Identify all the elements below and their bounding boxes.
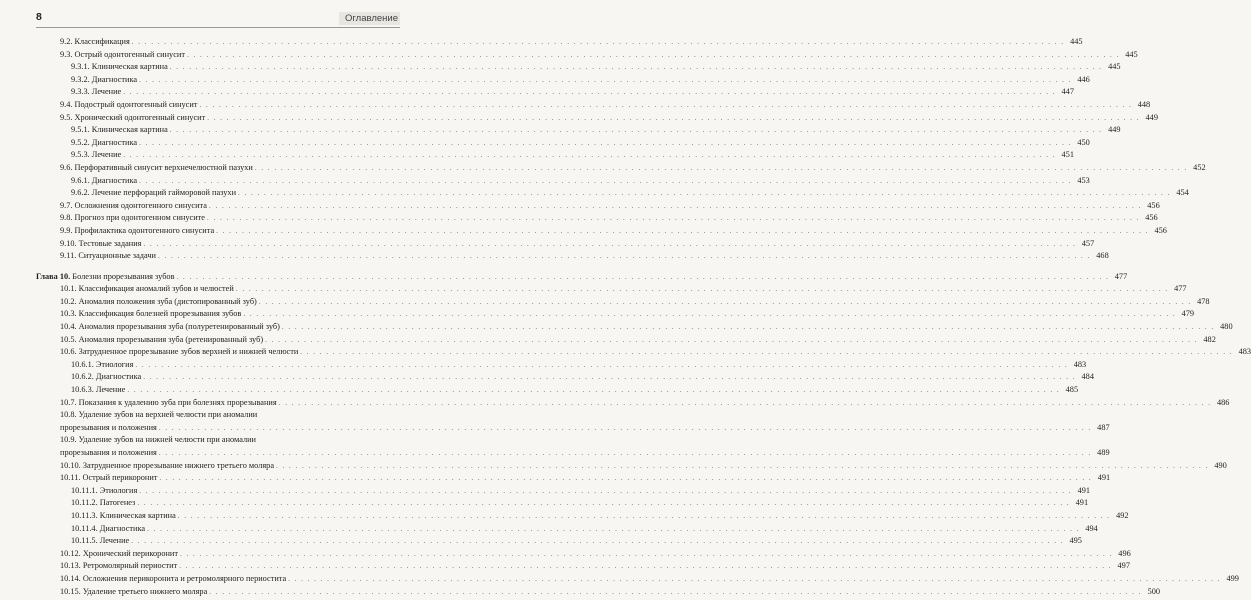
toc-leader-dots — [187, 49, 1120, 62]
toc-entry — [36, 187, 1189, 200]
toc-leader-dots — [170, 61, 1103, 74]
toc-entry — [36, 586, 1161, 599]
toc-leader-dots — [143, 238, 1076, 251]
toc-page-number: 445 — [1108, 62, 1121, 72]
toc-page-number: 478 — [1197, 296, 1210, 306]
toc-entry — [36, 573, 1239, 586]
toc-page-number: 449 — [1108, 125, 1121, 135]
toc-entry — [36, 162, 1206, 175]
toc-entry-text: 10.1. Классификация аномалий зубов и челюстей — [60, 284, 234, 294]
toc-entry-text — [36, 271, 174, 284]
toc-page-number: 485 — [1065, 385, 1079, 395]
toc-page-number: 451 — [1061, 150, 1074, 160]
toc-page-number: 477 — [1114, 271, 1128, 281]
toc-entry-text: 10.7. Показания к удалению зуба при болезнях прорезывания — [60, 397, 277, 407]
toc-entry-text: прорезывания и положения — [60, 422, 157, 432]
toc-leader-dots — [259, 296, 1192, 309]
toc-entry-text: прорезывания и положения — [60, 448, 157, 457]
toc-entry — [36, 334, 1216, 347]
toc-entry — [36, 175, 1090, 188]
toc-entry-text: 10.2. Аномалия положения зуба (дистопированный зуб) — [60, 296, 257, 306]
chapter-title: Болезни прорезывания зубов — [70, 271, 175, 281]
chapter-9-entries — [36, 36, 1206, 263]
toc-leader-dots — [236, 283, 1169, 296]
toc-leader-dots — [243, 308, 1176, 321]
toc-entry-text: 10.6. Затрудненное прорезывание зубов верхней и нижней челюсти — [60, 347, 299, 357]
toc-page-number: 450 — [1077, 137, 1090, 147]
toc-entry-text: 10.6.2. Диагностика — [71, 372, 142, 382]
toc-entry-text: 10.11.5. Лечение — [71, 536, 130, 546]
toc-entry-text: 10.6.1. Этиология — [71, 359, 134, 369]
toc-entry — [36, 548, 1131, 561]
toc-entry — [36, 371, 1094, 384]
toc-page-number: 491 — [1077, 485, 1091, 495]
toc-leader-dots — [139, 485, 1072, 498]
toc-entry — [36, 510, 1129, 523]
toc-entry-text: 9.5.3. Лечение — [71, 150, 122, 160]
toc-entry — [36, 422, 1110, 435]
toc-leader-dots — [176, 271, 1109, 284]
page-number: 8 — [36, 11, 42, 23]
toc-entry — [36, 359, 1087, 372]
toc-entry-text: 10.11.2. Патогенез — [71, 498, 136, 508]
toc-page-number: 489 — [1097, 448, 1110, 457]
toc-leader-dots — [132, 36, 1065, 49]
toc-page-number: 486 — [1216, 397, 1230, 407]
toc-page-number: 500 — [1147, 586, 1161, 596]
toc-leader-dots — [288, 573, 1221, 586]
toc-entry-text: 9.4. Подострый одонтогенный синусит — [60, 99, 198, 109]
toc-entry — [36, 497, 1089, 510]
toc-leader-dots — [276, 460, 1209, 473]
toc-entry — [36, 308, 1195, 321]
toc-leader-dots — [137, 497, 1070, 510]
toc-entry — [36, 346, 1251, 359]
toc-entry-text: 10.11.3. Клиническая картина — [71, 510, 176, 520]
toc-leader-dots — [209, 586, 1142, 599]
toc-entry-text: 9.5.2. Диагностика — [71, 137, 138, 147]
toc-page-number: 445 — [1125, 49, 1138, 59]
toc-leader-dots — [143, 371, 1076, 384]
toc-entry — [36, 523, 1098, 536]
toc-page-number: 445 — [1070, 37, 1083, 46]
toc-page-number: 495 — [1069, 536, 1082, 546]
chapter-label: Глава 10. — [36, 271, 71, 281]
toc-leader-dots — [178, 510, 1111, 523]
toc-entry — [36, 283, 1187, 296]
toc-entry-text: 10.12. Хронический перикоронит — [60, 548, 178, 558]
toc-page-number: 487 — [1097, 422, 1110, 432]
toc-entry-text: 10.11.4. Диагностика — [71, 523, 146, 533]
toc-page-number: 482 — [1203, 334, 1216, 344]
toc-page-number: 477 — [1174, 284, 1187, 294]
toc-entry-text: 9.11. Ситуационные задачи — [60, 251, 156, 261]
toc-entry — [36, 86, 1074, 99]
toc-leader-dots — [179, 560, 1112, 573]
toc-page-number: 456 — [1154, 225, 1167, 235]
toc-leader-dots — [207, 212, 1140, 225]
toc-leader-dots — [300, 346, 1233, 359]
toc-entry — [36, 149, 1074, 162]
toc-entry-text: 9.5.1. Клиническая картина — [71, 125, 168, 135]
toc-leader-dots — [131, 535, 1064, 548]
toc-page-number: 447 — [1061, 87, 1074, 97]
toc-entry-text: 9.3.1. Клиническая картина — [71, 62, 168, 72]
toc-entry — [36, 397, 1230, 410]
toc-leader-dots — [255, 162, 1188, 175]
toc-entry-line: 10.9. Удаление зубов на нижней челюсти при аномалии — [60, 435, 256, 445]
toc-entry — [36, 447, 1110, 460]
toc-entry — [36, 472, 1111, 485]
toc-entry — [36, 212, 1158, 225]
toc-entry-text: 9.7. Осложнения одонтогенного синусита — [60, 200, 207, 210]
toc-leader-dots — [279, 397, 1212, 410]
toc-leader-dots — [207, 112, 1140, 125]
toc-entry — [36, 99, 1151, 112]
chapter-10-entries — [36, 283, 1251, 598]
toc-leader-dots — [147, 523, 1080, 536]
toc-entry-text: 10.15. Удаление третьего нижнего моляра — [60, 586, 208, 596]
toc-entry — [36, 384, 1079, 397]
toc-page-number: 452 — [1193, 162, 1206, 172]
toc-entry-text: 9.8. Прогноз при одонтогенном синусите — [60, 213, 205, 223]
toc-leader-dots — [158, 250, 1091, 263]
toc-page-number: 456 — [1147, 200, 1160, 210]
toc-page-number: 446 — [1077, 74, 1090, 84]
toc-entry — [36, 36, 1083, 49]
toc-leader-dots — [159, 447, 1092, 460]
toc-page-number: 483 — [1073, 359, 1087, 369]
toc-leader-dots — [180, 548, 1113, 561]
toc-page-number: 449 — [1145, 112, 1158, 122]
toc-entry-line: 10.8. Удаление зубов на верхней челюсти при аномалии — [60, 410, 258, 420]
toc-leader-dots — [139, 74, 1072, 87]
toc-page-number: 491 — [1097, 473, 1111, 483]
toc-entry-text: 9.6. Перфоративный синусит верхнечелюстной пазухи — [60, 162, 253, 172]
toc-entry — [36, 321, 1233, 334]
toc-entry — [36, 535, 1082, 548]
toc-entry-text: 9.2. Классификация — [60, 37, 130, 46]
toc-entry — [36, 49, 1138, 62]
toc-leader-dots — [159, 472, 1092, 485]
toc-entry — [36, 560, 1130, 573]
toc-entry-text: 10.13. Ретромолярный периостит — [60, 561, 178, 571]
toc-entry — [36, 225, 1167, 238]
toc-page-number: 454 — [1176, 188, 1189, 198]
toc-leader-dots — [209, 200, 1142, 213]
toc-entry-text: 9.9. Профилактика одонтогенного синусита — [60, 225, 215, 235]
toc-entry-text: 9.3.3. Лечение — [71, 87, 122, 97]
toc-page-number: 496 — [1118, 548, 1131, 558]
toc-page-number: 453 — [1077, 175, 1090, 185]
toc-page-number: 480 — [1220, 322, 1233, 332]
toc-entry-text: 10.11. Острый перикоронит — [60, 473, 158, 483]
running-title: Оглавление — [339, 12, 400, 25]
toc-entry — [36, 485, 1091, 498]
toc-entry-text: 10.10. Затрудненное прорезывание нижнего третьего моляра — [60, 460, 275, 470]
toc-leader-dots — [265, 334, 1198, 347]
toc-page-number: 448 — [1137, 99, 1151, 109]
toc-leader-dots — [139, 137, 1072, 150]
table-of-contents — [36, 36, 1251, 598]
toc-page-number: 499 — [1226, 573, 1239, 583]
toc-page-number: 456 — [1145, 213, 1158, 223]
toc-entry — [36, 250, 1109, 263]
toc-entry-text: 10.4. Аномалия прорезывания зуба (полуретенированный зуб) — [60, 322, 280, 332]
toc-entry — [36, 200, 1160, 213]
toc-entry-text: 9.3. Острый одонтогенный синусит — [60, 49, 185, 59]
toc-entry-text: 9.3.2. Диагностика — [71, 74, 138, 84]
toc-leader-dots — [170, 124, 1103, 137]
toc-page-number: 468 — [1096, 251, 1109, 261]
toc-entry — [36, 124, 1121, 137]
toc-leader-dots — [127, 384, 1060, 397]
header-divider — [36, 27, 400, 28]
toc-entry — [36, 74, 1090, 87]
toc-leader-dots — [159, 422, 1092, 435]
toc-entry-text: 9.10. Тестовые задания — [60, 238, 142, 248]
toc-page-number: 497 — [1117, 561, 1130, 571]
toc-entry-text: 10.11.1. Этиология — [71, 485, 138, 495]
toc-page-number: 490 — [1214, 460, 1227, 470]
toc-entry — [36, 460, 1227, 473]
toc-entry — [36, 112, 1158, 125]
toc-entry — [36, 137, 1090, 150]
toc-page-number: 492 — [1116, 510, 1129, 520]
toc-page-number: 494 — [1085, 523, 1098, 533]
toc-leader-dots — [282, 321, 1215, 334]
toc-entry-text: 9.6.1. Диагностика — [71, 175, 138, 185]
toc-leader-dots — [216, 225, 1149, 238]
toc-entry-text: 10.14. Осложнения перикоронита и ретромолярного периостита — [60, 573, 287, 583]
toc-entry-text: 9.5. Хронический одонтогенный синусит — [60, 112, 206, 122]
toc-page-number: 479 — [1181, 309, 1195, 319]
toc-page-number: 483 — [1238, 347, 1251, 357]
toc-chapter-heading — [36, 271, 1128, 284]
section-gap — [36, 263, 372, 271]
toc-leader-dots — [135, 359, 1068, 372]
toc-entry-text: 10.6.3. Лечение — [71, 385, 126, 395]
toc-entry-text: 9.6.2. Лечение перфораций гайморовой пазухи — [71, 188, 237, 198]
toc-leader-dots — [199, 99, 1132, 112]
toc-leader-dots — [123, 149, 1056, 162]
toc-entry — [36, 238, 1095, 251]
toc-entry-text: 10.3. Классификация болезней прорезывания зубов — [60, 309, 242, 319]
toc-leader-dots — [139, 175, 1072, 188]
toc-page-number: 484 — [1081, 372, 1094, 382]
toc-entry — [36, 61, 1121, 74]
toc-leader-dots — [238, 187, 1171, 200]
toc-entry-text: 10.5. Аномалия прорезывания зуба (ретенированный зуб) — [60, 334, 264, 344]
toc-page-number: 491 — [1075, 498, 1089, 508]
toc-page-number: 457 — [1081, 238, 1095, 248]
toc-entry — [36, 296, 1210, 309]
toc-leader-dots — [123, 86, 1056, 99]
